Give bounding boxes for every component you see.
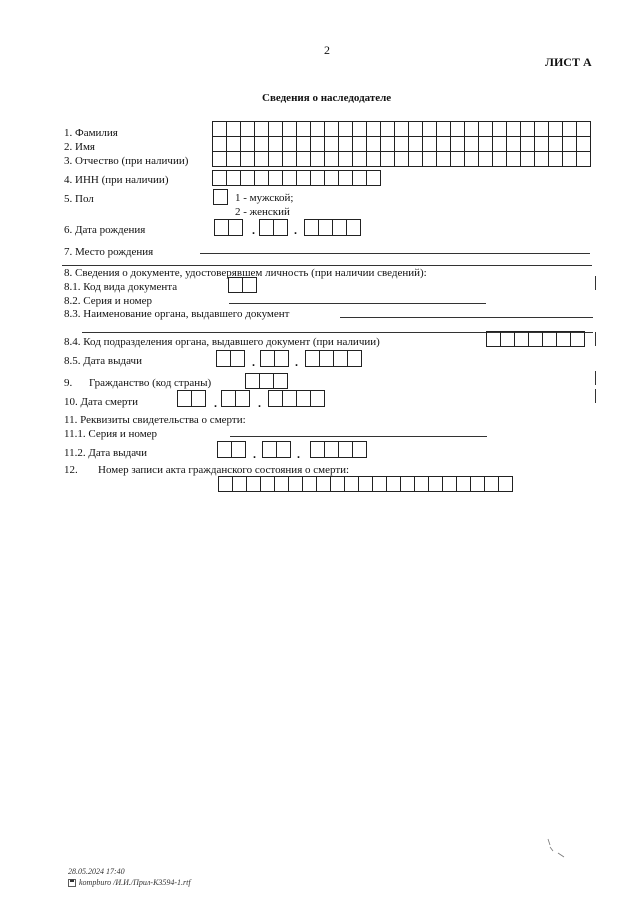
name-grid[interactable] xyxy=(212,136,591,152)
date-separator: . xyxy=(294,223,297,237)
input-cell[interactable] xyxy=(381,122,395,136)
input-cell[interactable] xyxy=(359,477,373,491)
input-cell[interactable] xyxy=(231,351,245,366)
label-citizenship-num: 9. xyxy=(64,377,73,389)
label-record: Номер записи акта гражданского состояния о смерти: xyxy=(98,464,350,476)
input-cell[interactable] xyxy=(274,220,288,235)
input-cell[interactable] xyxy=(563,152,577,166)
input-cell[interactable] xyxy=(535,152,549,166)
input-cell[interactable] xyxy=(549,152,563,166)
input-cell[interactable] xyxy=(178,391,192,406)
input-cell[interactable] xyxy=(243,278,257,292)
input-cell[interactable] xyxy=(269,122,283,136)
input-cell[interactable] xyxy=(465,152,479,166)
input-cell[interactable] xyxy=(334,351,348,366)
input-cell[interactable] xyxy=(347,220,361,235)
input-cell[interactable] xyxy=(353,171,367,185)
input-cell[interactable] xyxy=(297,391,311,406)
input-cell[interactable] xyxy=(415,477,429,491)
input-cell[interactable] xyxy=(241,122,255,136)
input-cell[interactable] xyxy=(213,152,227,166)
input-cell[interactable] xyxy=(549,137,563,151)
label-name: 2. Имя xyxy=(64,141,95,153)
footer-file: kompburo /И.И./Прил-К3594-1.rtf xyxy=(79,878,191,887)
date-separator: . xyxy=(252,223,255,237)
input-cell[interactable] xyxy=(521,122,535,136)
input-cell[interactable] xyxy=(331,477,345,491)
input-cell[interactable] xyxy=(303,477,317,491)
input-cell[interactable] xyxy=(269,152,283,166)
input-cell[interactable] xyxy=(367,152,381,166)
input-cell[interactable] xyxy=(277,442,291,457)
date-separator: . xyxy=(253,447,256,461)
date-separator: . xyxy=(252,355,255,369)
input-cell[interactable] xyxy=(317,477,331,491)
input-cell[interactable] xyxy=(535,122,549,136)
input-cell[interactable] xyxy=(479,152,493,166)
label-patronymic: 3. Отчество (при наличии) xyxy=(64,155,189,167)
input-cell[interactable] xyxy=(227,152,241,166)
issue-day-grid[interactable] xyxy=(216,350,245,367)
input-cell[interactable] xyxy=(255,171,269,185)
input-cell[interactable] xyxy=(395,152,409,166)
input-cell[interactable] xyxy=(227,122,241,136)
input-cell[interactable] xyxy=(493,152,507,166)
death-year-grid[interactable] xyxy=(268,390,325,407)
input-cell[interactable] xyxy=(320,351,334,366)
input-cell[interactable] xyxy=(507,152,521,166)
input-cell[interactable] xyxy=(215,220,229,235)
label-issue-date: 8.5. Дата выдачи xyxy=(64,355,142,367)
input-cell[interactable] xyxy=(563,137,577,151)
input-cell[interactable] xyxy=(437,152,451,166)
input-cell[interactable] xyxy=(423,122,437,136)
input-cell[interactable] xyxy=(339,152,353,166)
input-cell[interactable] xyxy=(563,122,577,136)
input-cell[interactable] xyxy=(557,332,571,346)
birth-month-grid[interactable] xyxy=(259,219,288,236)
input-cell[interactable] xyxy=(543,332,557,346)
date-separator: . xyxy=(295,355,298,369)
input-cell[interactable] xyxy=(339,442,353,457)
input-cell[interactable] xyxy=(275,351,289,366)
input-cell[interactable] xyxy=(236,391,250,406)
input-cell[interactable] xyxy=(345,477,359,491)
input-cell[interactable] xyxy=(311,137,325,151)
inn-grid[interactable] xyxy=(212,170,381,186)
record-grid[interactable] xyxy=(218,476,513,492)
input-cell[interactable] xyxy=(485,477,499,491)
birth-place-line[interactable] xyxy=(200,253,590,254)
input-cell[interactable] xyxy=(297,137,311,151)
label-cert-series: 11.1. Серия и номер xyxy=(64,428,158,440)
footer-file-row xyxy=(68,878,191,887)
footer-timestamp: 28.05.2024 17:40 xyxy=(68,867,125,876)
input-cell[interactable] xyxy=(353,442,367,457)
issuer-name-line[interactable] xyxy=(340,317,593,318)
input-cell[interactable] xyxy=(233,477,247,491)
input-cell[interactable] xyxy=(437,137,451,151)
input-cell[interactable] xyxy=(381,152,395,166)
page-number: 2 xyxy=(324,43,330,57)
input-cell[interactable] xyxy=(311,442,325,457)
input-cell[interactable] xyxy=(283,137,297,151)
input-cell[interactable] xyxy=(501,332,515,346)
label-issuer-name: 8.3. Наименование органа, выдавшего документ xyxy=(64,308,290,320)
input-cell[interactable] xyxy=(227,137,241,151)
citizenship-grid[interactable] xyxy=(245,373,288,389)
input-cell[interactable] xyxy=(353,152,367,166)
input-cell[interactable] xyxy=(241,152,255,166)
birth-day-grid[interactable] xyxy=(214,219,243,236)
input-cell[interactable] xyxy=(493,122,507,136)
input-cell[interactable] xyxy=(395,122,409,136)
issue-month-grid[interactable] xyxy=(260,350,289,367)
input-cell[interactable] xyxy=(306,351,320,366)
floppy-icon xyxy=(68,879,76,887)
input-cell[interactable] xyxy=(283,391,297,406)
input-cell[interactable] xyxy=(260,374,274,388)
label-doc-code: 8.1. Код вида документа xyxy=(64,281,178,293)
input-cell[interactable] xyxy=(395,137,409,151)
input-cell[interactable] xyxy=(214,190,228,204)
margin-mark xyxy=(595,276,596,290)
input-cell[interactable] xyxy=(353,137,367,151)
doc-code-grid[interactable] xyxy=(228,277,257,293)
label-cert-date: 11.2. Дата выдачи xyxy=(64,447,148,459)
input-cell[interactable] xyxy=(289,477,303,491)
input-cell[interactable] xyxy=(269,137,283,151)
input-cell[interactable] xyxy=(348,351,362,366)
input-cell[interactable] xyxy=(311,171,325,185)
input-cell[interactable] xyxy=(255,152,269,166)
input-cell[interactable] xyxy=(297,122,311,136)
input-cell[interactable] xyxy=(263,442,277,457)
margin-mark xyxy=(595,332,596,346)
birth-year-grid[interactable] xyxy=(304,219,361,236)
cert-series-line[interactable] xyxy=(230,436,487,437)
input-cell[interactable] xyxy=(571,332,585,346)
input-cell[interactable] xyxy=(423,137,437,151)
gender-box[interactable] xyxy=(213,189,228,205)
input-cell[interactable] xyxy=(283,171,297,185)
input-cell[interactable] xyxy=(529,332,543,346)
input-cell[interactable] xyxy=(275,477,289,491)
input-cell[interactable] xyxy=(521,152,535,166)
label-record-num: 12. xyxy=(64,464,78,476)
input-cell[interactable] xyxy=(443,477,457,491)
input-cell[interactable] xyxy=(283,122,297,136)
input-cell[interactable] xyxy=(429,477,443,491)
input-cell[interactable] xyxy=(339,171,353,185)
margin-mark xyxy=(595,389,596,403)
input-cell[interactable] xyxy=(241,171,255,185)
input-cell[interactable] xyxy=(353,122,367,136)
margin-mark xyxy=(595,371,596,385)
label-death-date: 10. Дата смерти xyxy=(64,396,138,408)
input-cell[interactable] xyxy=(333,220,347,235)
input-cell[interactable] xyxy=(297,152,311,166)
input-cell[interactable] xyxy=(471,477,485,491)
label-birth-date: 6. Дата рождения xyxy=(64,224,146,236)
input-cell[interactable] xyxy=(409,137,423,151)
input-cell[interactable] xyxy=(451,152,465,166)
cert-month-grid[interactable] xyxy=(262,441,291,458)
input-cell[interactable] xyxy=(246,374,260,388)
cert-day-grid[interactable] xyxy=(217,441,246,458)
input-cell[interactable] xyxy=(274,374,288,388)
patronymic-grid[interactable] xyxy=(212,151,591,167)
input-cell[interactable] xyxy=(325,122,339,136)
death-month-grid[interactable] xyxy=(221,390,250,407)
input-cell[interactable] xyxy=(387,477,401,491)
gender-option-male: 1 - мужской; xyxy=(235,192,294,204)
input-cell[interactable] xyxy=(222,391,236,406)
input-cell[interactable] xyxy=(218,442,232,457)
input-cell[interactable] xyxy=(409,152,423,166)
input-cell[interactable] xyxy=(423,152,437,166)
input-cell[interactable] xyxy=(381,137,395,151)
doc-series-line[interactable] xyxy=(229,303,486,304)
input-cell[interactable] xyxy=(319,220,333,235)
input-cell[interactable] xyxy=(437,122,451,136)
input-cell[interactable] xyxy=(577,152,591,166)
label-death-cert: 11. Реквизиты свидетельства о смерти: xyxy=(64,414,246,426)
death-day-grid[interactable] xyxy=(177,390,206,407)
input-cell[interactable] xyxy=(499,477,513,491)
input-cell[interactable] xyxy=(401,477,415,491)
input-cell[interactable] xyxy=(507,137,521,151)
input-cell[interactable] xyxy=(479,137,493,151)
scan-mark-icon xyxy=(540,835,580,865)
input-cell[interactable] xyxy=(247,477,261,491)
cert-year-grid[interactable] xyxy=(310,441,367,458)
input-cell[interactable] xyxy=(577,137,591,151)
input-cell[interactable] xyxy=(325,137,339,151)
surname-grid[interactable] xyxy=(212,121,591,137)
input-cell[interactable] xyxy=(213,171,227,185)
input-cell[interactable] xyxy=(227,171,241,185)
input-cell[interactable] xyxy=(515,332,529,346)
input-cell[interactable] xyxy=(229,278,243,292)
input-cell[interactable] xyxy=(311,152,325,166)
birth-place-line-2[interactable] xyxy=(62,265,592,266)
input-cell[interactable] xyxy=(451,137,465,151)
input-cell[interactable] xyxy=(549,122,563,136)
input-cell[interactable] xyxy=(367,171,381,185)
label-citizenship: Гражданство (код страны) xyxy=(89,377,212,389)
input-cell[interactable] xyxy=(479,122,493,136)
date-separator: . xyxy=(258,396,261,410)
input-cell[interactable] xyxy=(269,391,283,406)
input-cell[interactable] xyxy=(457,477,471,491)
sheet-label: ЛИСТ А xyxy=(545,55,592,69)
label-gender: 5. Пол xyxy=(64,193,94,205)
label-id-doc: 8. Сведения о документе, удостоверявшем личность (при наличии сведений): xyxy=(64,267,427,279)
input-cell[interactable] xyxy=(255,137,269,151)
form-title: Сведения о наследодателе xyxy=(262,92,392,104)
input-cell[interactable] xyxy=(311,122,325,136)
issue-year-grid[interactable] xyxy=(305,350,362,367)
input-cell[interactable] xyxy=(325,442,339,457)
input-cell[interactable] xyxy=(367,122,381,136)
date-separator: . xyxy=(214,396,217,410)
label-birth-place: 7. Место рождения xyxy=(64,246,154,258)
input-cell[interactable] xyxy=(192,391,206,406)
input-cell[interactable] xyxy=(535,137,549,151)
input-cell[interactable] xyxy=(507,122,521,136)
date-separator: . xyxy=(297,447,300,461)
input-cell[interactable] xyxy=(339,137,353,151)
input-cell[interactable] xyxy=(255,122,269,136)
input-cell[interactable] xyxy=(261,477,275,491)
gender-option-female: 2 - женский xyxy=(235,206,290,218)
input-cell[interactable] xyxy=(311,391,325,406)
label-surname: 1. Фамилия xyxy=(64,127,118,139)
input-cell[interactable] xyxy=(232,442,246,457)
input-cell[interactable] xyxy=(339,122,353,136)
input-cell[interactable] xyxy=(373,477,387,491)
input-cell[interactable] xyxy=(260,220,274,235)
input-cell[interactable] xyxy=(269,171,283,185)
input-cell[interactable] xyxy=(577,122,591,136)
input-cell[interactable] xyxy=(297,171,311,185)
issuer-code-grid[interactable] xyxy=(486,331,585,347)
input-cell[interactable] xyxy=(465,122,479,136)
input-cell[interactable] xyxy=(213,122,227,136)
input-cell[interactable] xyxy=(217,351,231,366)
input-cell[interactable] xyxy=(325,171,339,185)
input-cell[interactable] xyxy=(305,220,319,235)
input-cell[interactable] xyxy=(241,137,255,151)
label-inn: 4. ИНН (при наличии) xyxy=(64,174,169,186)
input-cell[interactable] xyxy=(493,137,507,151)
input-cell[interactable] xyxy=(487,332,501,346)
input-cell[interactable] xyxy=(465,137,479,151)
input-cell[interactable] xyxy=(219,477,233,491)
input-cell[interactable] xyxy=(367,137,381,151)
input-cell[interactable] xyxy=(409,122,423,136)
input-cell[interactable] xyxy=(325,152,339,166)
input-cell[interactable] xyxy=(521,137,535,151)
input-cell[interactable] xyxy=(451,122,465,136)
input-cell[interactable] xyxy=(283,152,297,166)
input-cell[interactable] xyxy=(261,351,275,366)
label-issuer-code: 8.4. Код подразделения органа, выдавшего документ (при наличии) xyxy=(64,336,380,348)
label-doc-series: 8.2. Серия и номер xyxy=(64,295,152,307)
input-cell[interactable] xyxy=(213,137,227,151)
input-cell[interactable] xyxy=(229,220,243,235)
